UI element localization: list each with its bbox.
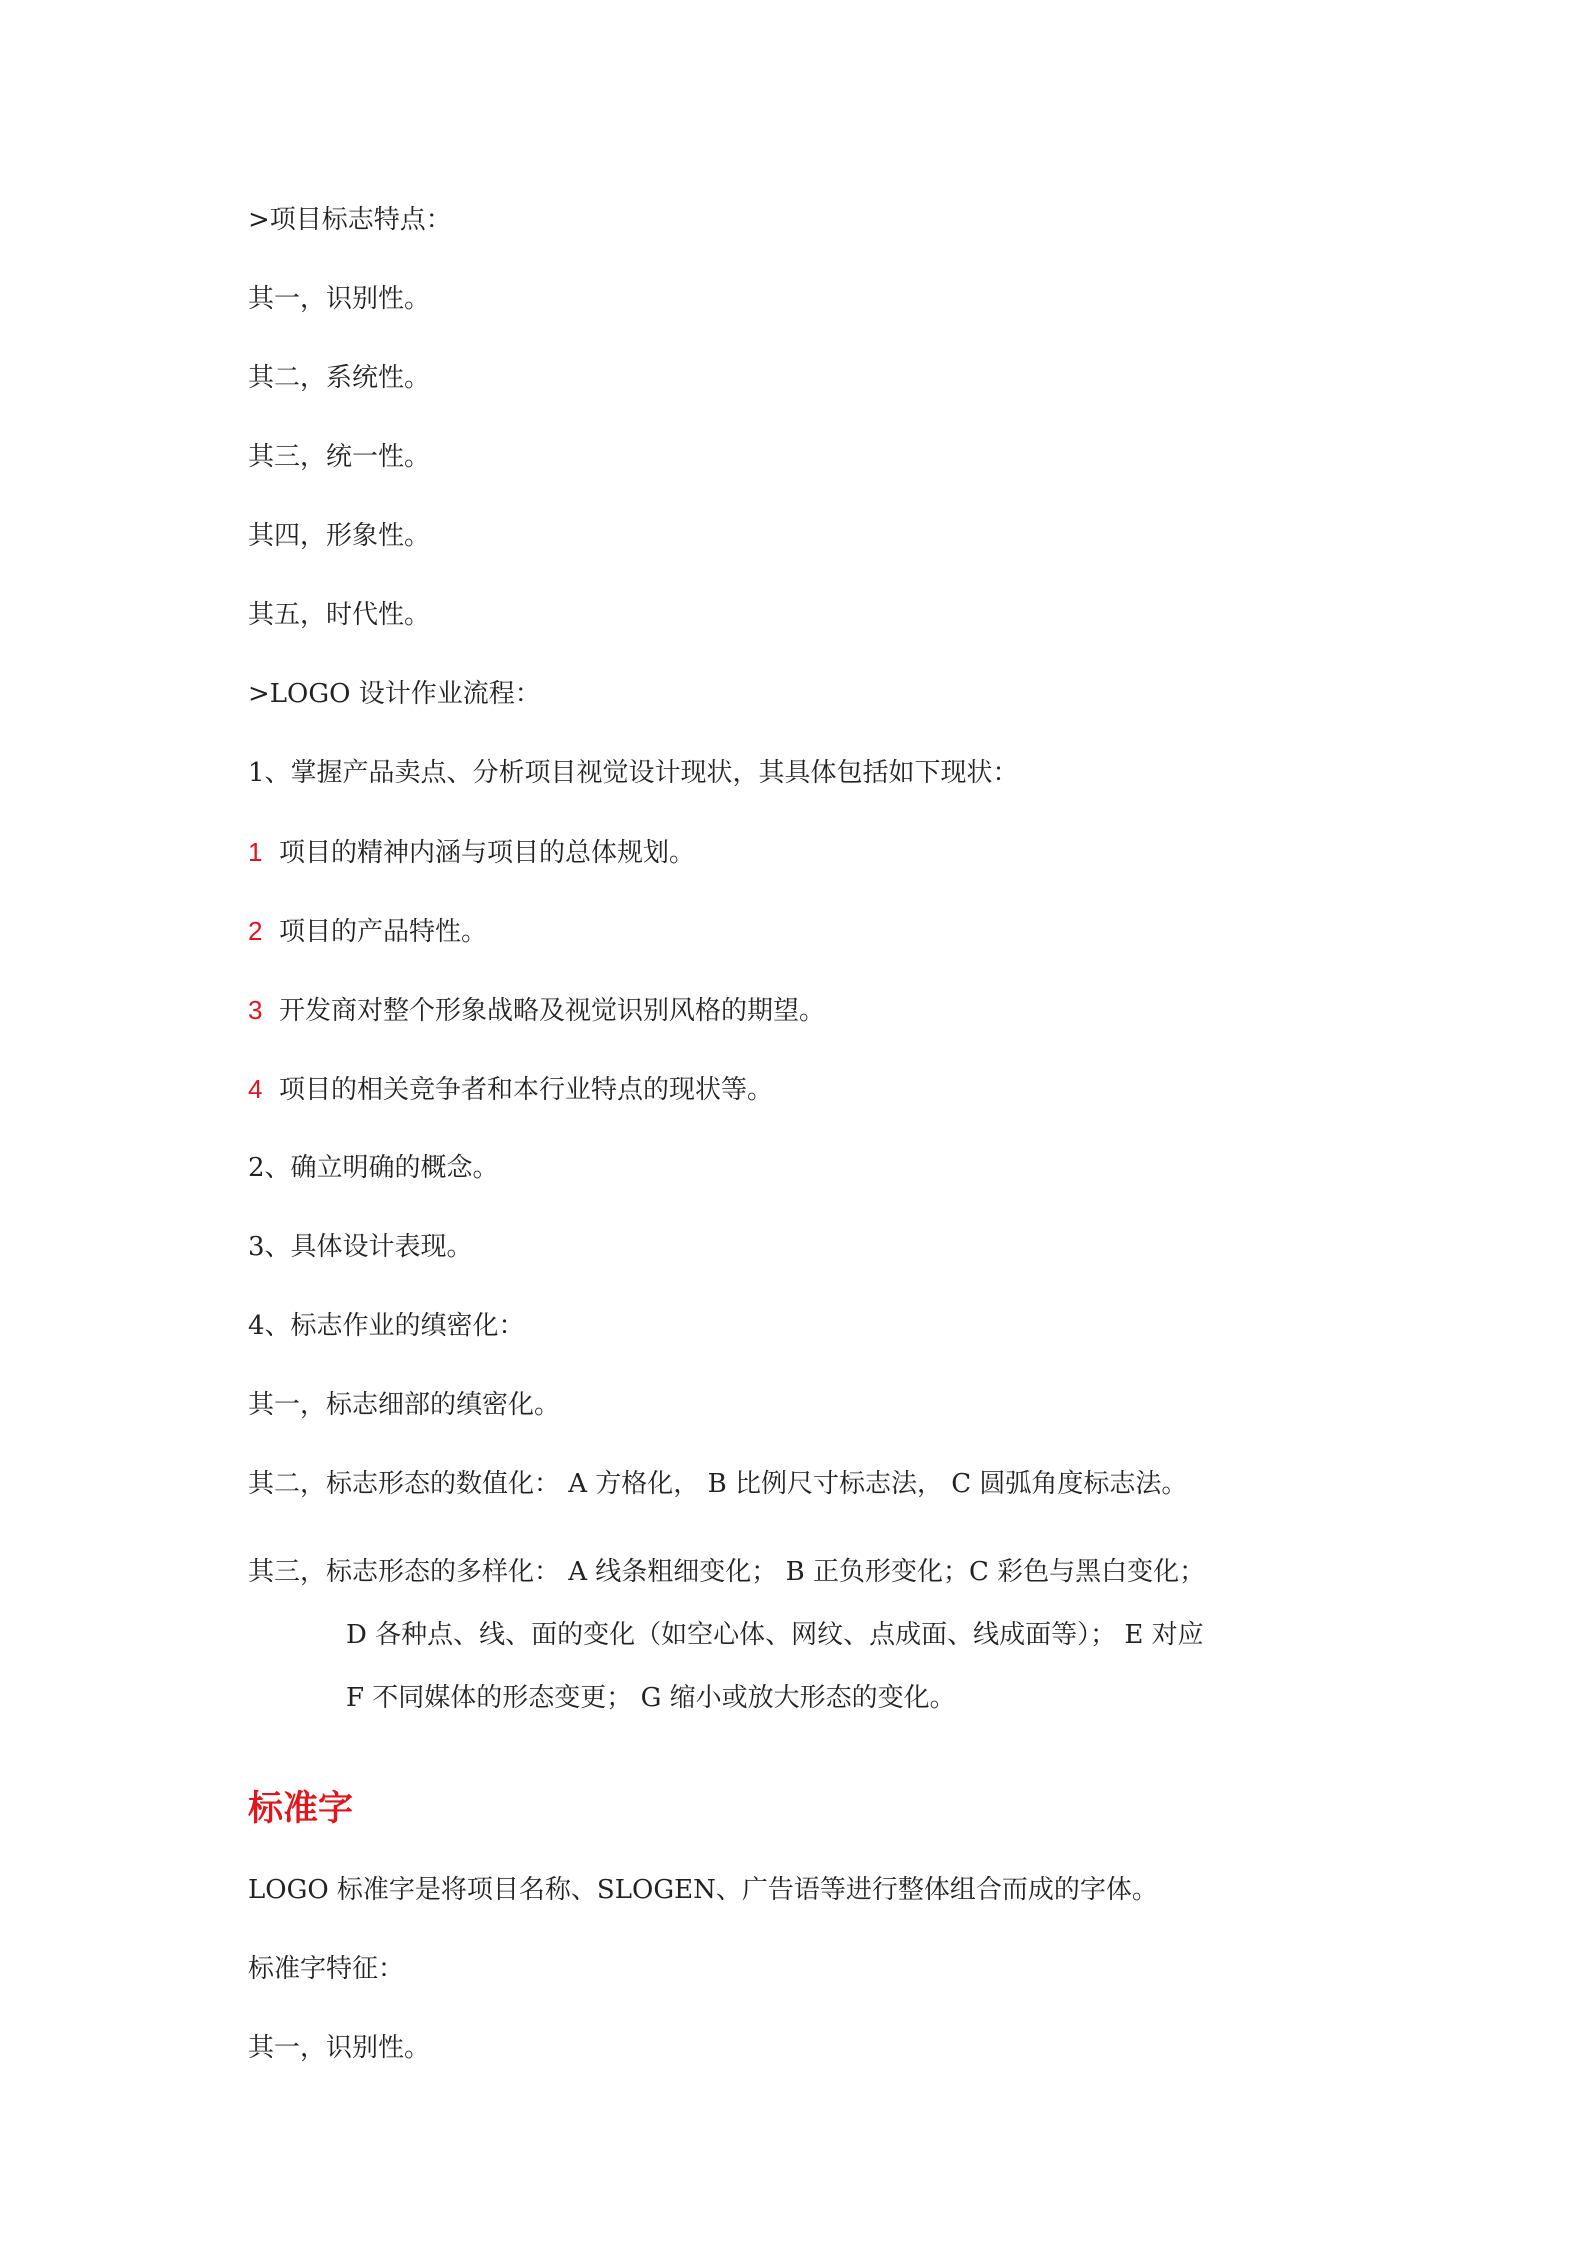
- section-title-logo-features: >项目标志特点：: [248, 205, 452, 235]
- text-line: 其二，系统性。: [248, 363, 431, 393]
- section-heading-standard-font: 标准字: [248, 1789, 354, 1829]
- item-number: 4: [248, 1074, 263, 1104]
- numbered-item: [248, 1071, 773, 1107]
- numbered-item: [248, 834, 695, 870]
- text-line: 其五，时代性。: [248, 600, 431, 630]
- item-number: 3: [248, 995, 263, 1025]
- text-line: 其一，识别性。: [248, 2033, 431, 2063]
- text-line: 其四，形象性。: [248, 521, 431, 551]
- item-number: 1: [248, 837, 263, 867]
- text-line: 3、具体设计表现。: [248, 1232, 473, 1262]
- numbered-item: [248, 913, 487, 949]
- text-line: 其三，标志形态的多样化： A 线条粗细变化； B 正负形变化；C 彩色与黑白变化；: [248, 1557, 1206, 1587]
- text-line: 1、掌握产品卖点、分析项目视觉设计现状，其具体包括如下现状：: [248, 758, 1019, 788]
- text-line: 其一，识别性。: [248, 284, 431, 314]
- item-number: 2: [248, 916, 263, 946]
- item-text: 开发商对整个形象战略及视觉识别风格的期望。: [279, 996, 826, 1026]
- text-line: 其三，统一性。: [248, 442, 431, 472]
- text-line: 其一，标志细部的缜密化。: [248, 1390, 561, 1420]
- indented-line: D 各种点、线、面的变化（如空心体、网纹、点成面、线成面等）； E 对应: [346, 1620, 1204, 1650]
- indented-line: F 不同媒体的形态变更； G 缩小或放大形态的变化。: [346, 1683, 956, 1713]
- text-line: 其二，标志形态的数值化： A 方格化， B 比例尺寸标志法， C 圆弧角度标志法。: [248, 1469, 1188, 1499]
- text-line: 4、标志作业的缜密化：: [248, 1311, 525, 1341]
- item-text: 项目的产品特性。: [279, 917, 488, 947]
- item-text: 项目的精神内涵与项目的总体规划。: [279, 838, 696, 868]
- numbered-item: [248, 992, 825, 1028]
- item-text: 项目的相关竞争者和本行业特点的现状等。: [279, 1075, 774, 1105]
- text-line: 2、确立明确的概念。: [248, 1153, 499, 1183]
- section-title-logo-process: >LOGO 设计作业流程：: [248, 679, 541, 709]
- text-line: 标准字特征：: [248, 1954, 405, 1984]
- text-line: LOGO 标准字是将项目名称、SLOGEN、广告语等进行整体组合而成的字体。: [248, 1875, 1158, 1905]
